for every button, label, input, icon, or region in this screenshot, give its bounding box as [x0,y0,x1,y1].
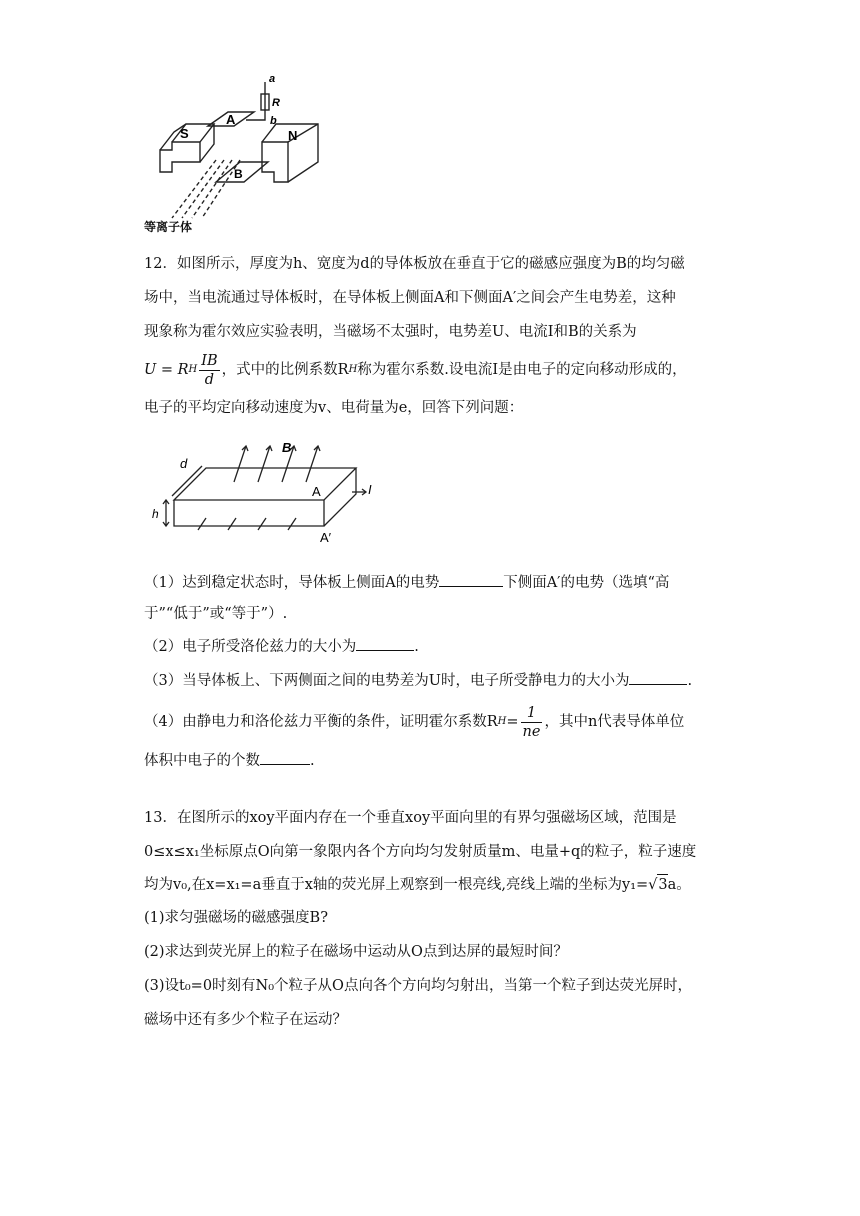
part1-text-a: （1）达到稳定状态时，导体板上侧面A的电势 [144,575,440,591]
label-d: d [180,456,188,471]
part2-text: （2）电子所受洛伦兹力的大小为 [144,639,357,655]
q12-part3 [144,670,692,691]
part4-end: . [310,753,315,769]
part4-text-c: 体积中电子的个数 [144,753,260,769]
q13-line1: 13．在图所示的xoy平面内存在一个垂直xoy平面向里的有界匀强磁场区域，范围是 [144,810,677,826]
formula-tail: 称为霍尔系数.设电流I是由电子的定向移动形成的， [357,362,687,378]
q12-line1: 12．如图所示，厚度为h、宽度为d的导体板放在垂直于它的磁感应强度为B的均匀磁 [144,256,685,272]
q12-line3: 现象称为霍尔效应实验表明，当磁场不太强时，电势差U、电流I和B的关系为 [144,324,637,340]
label-plate-b: B [234,167,243,181]
q13-line3-text: 均为v₀,在x=x₁=a垂直于x轴的荧光屏上观察到一根亮线,亮线上端的坐标为y₁= [144,877,649,893]
figure-plasma-generator [150,72,330,232]
label-side-a-prime: A′ [320,530,332,545]
part4-text-b: ，其中n代表导体单位 [544,714,685,730]
part3-text: （3）当导体板上、下两侧面之间的电势差为U时，电子所受静电力的大小为 [144,673,630,689]
part3-end: . [687,673,693,689]
q13-sub1: (1)求匀强磁场的磁感强度B? [144,910,328,926]
formula-sub-h2: H [348,364,358,375]
sqrt-value: 3 [657,874,667,895]
part4-sub-h: H [497,716,507,727]
formula-numerator: IB [201,352,218,369]
formula-text: ，式中的比例系数R [221,362,349,378]
figure1-caption: 等离子体 [144,220,193,234]
figure-conductor-plate [146,434,396,546]
answer-blank-2[interactable] [356,636,414,651]
label-current-i: I [368,482,372,497]
label-r: R [272,97,280,109]
answer-blank-1[interactable] [439,572,503,587]
q12-part4-line2 [144,750,315,771]
part1-text-b: 下侧面A′的电势（选填“高 [503,575,670,591]
part4-denominator: ne [522,723,541,740]
q13-sub3-line1: (3)设t₀=0时刻有N₀个粒子从O点向各个方向均匀射出，当第一个粒子到达荧光屏时， [144,978,692,994]
label-a: a [269,73,276,85]
part4-fraction [521,704,543,741]
q13-line3-end: a。 [667,877,691,893]
q13-line2: 0≤x≤x₁坐标原点O向第一象限内各个方向均匀发射质量m、电量+q的粒子，粒子速度 [144,844,697,860]
label-plate-a: A [226,112,236,127]
label-side-a: A [312,484,321,499]
formula-sub-h: H [188,364,198,375]
label-s: S [180,126,189,141]
q13-line3 [144,874,691,895]
q12-part2 [144,636,419,657]
label-n: N [288,128,298,143]
part2-end: . [414,639,419,655]
formula-u-rh: U = R [144,362,189,378]
q12-part4-line1 [144,702,684,742]
q12-formula-line [144,350,687,390]
q12-part1-line1 [144,572,669,593]
formula-denominator: d [204,371,215,388]
label-field-b: B [282,440,292,455]
q12-line5: 电子的平均定向移动速度为v、电荷量为e，回答下列问题： [144,400,524,416]
answer-blank-4[interactable] [260,750,310,765]
label-b: b [270,115,277,127]
part4-eq: = [506,714,519,730]
label-h: h [152,507,159,521]
answer-blank-3[interactable] [629,670,687,685]
part4-numerator: 1 [521,704,543,723]
formula-fraction [199,352,219,389]
sqrt-symbol: √ [648,877,658,893]
q13-sub3-line2: 磁场中还有多少个粒子在运动？ [144,1012,347,1028]
q12-part1-line2: 于”“低于”或“等于”）. [144,606,288,622]
q12-line2: 场中，当电流通过导体板时，在导体板上侧面A和下侧面A′之间会产生电势差，这种 [144,290,676,306]
part4-text-a: （4）由静电力和洛伦兹力平衡的条件，证明霍尔系数R [144,714,498,730]
q13-sub2: (2)求达到荧光屏上的粒子在磁场中运动从O点到达屏的最短时间？ [144,944,568,960]
